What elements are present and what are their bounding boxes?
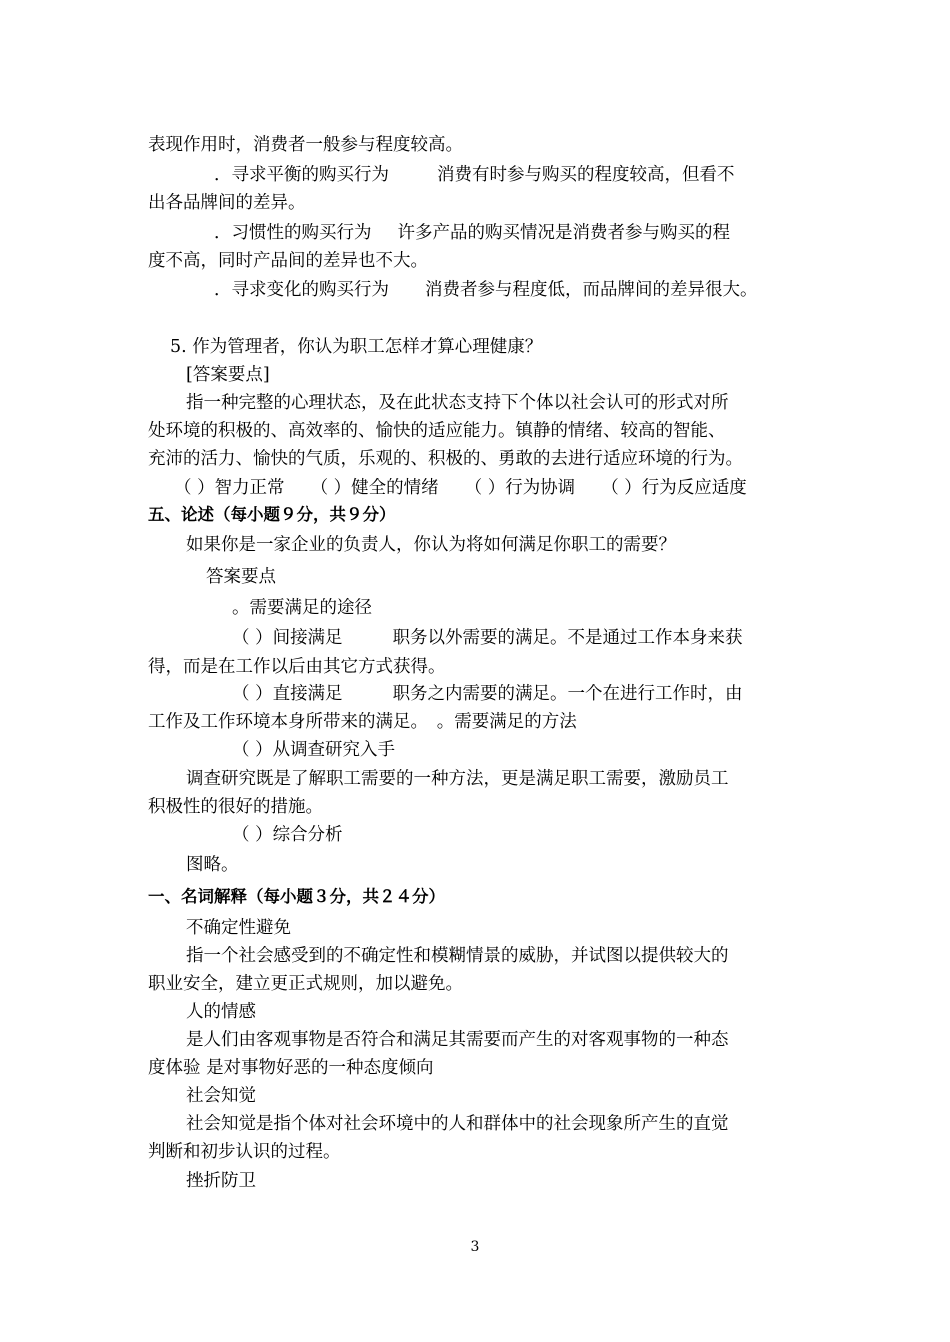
text-line <box>232 626 743 650</box>
section-heading: 五、论述（每小题９分，共９分） <box>148 505 396 524</box>
criteria-item: （ ）行为协调 <box>464 478 576 498</box>
text-line <box>214 221 730 245</box>
text-line: 工作及工作环境本身所带来的满足。 。需要满足的方法 <box>148 712 577 732</box>
section-heading: 一、名词解释（每小题３分，共２４分） <box>148 887 445 906</box>
text-line: 图略。 <box>186 855 239 875</box>
answer-heading: 答案要点 <box>206 567 276 587</box>
text-line: 度不高，同时产品间的差异也不大。 <box>148 251 428 271</box>
criteria-list <box>174 476 747 500</box>
question-text: 如果你是一家企业的负责人，你认为将如何满足你职工的需要？ <box>186 535 676 555</box>
item-desc: 消费者参与程度低，而品牌间的差异很大。 <box>425 280 758 300</box>
item-title: （ ）间接满足 <box>232 628 343 648</box>
item-title: ．寻求变化的购买行为 <box>214 280 389 300</box>
term: 人的情感 <box>186 1002 256 1022</box>
text-line: 充沛的活力、愉快的气质，乐观的、积极的、勇敢的去进行适应环境的行为。 <box>148 449 743 469</box>
text-line: 判断和初步认识的过程。 <box>148 1142 341 1162</box>
term: 挫折防卫 <box>186 1171 256 1191</box>
criteria-item: （ ）行为反应适度 <box>601 478 747 498</box>
answer-heading: [答案要点] <box>186 365 270 385</box>
text-line <box>214 163 735 187</box>
page-number: 3 <box>470 1239 480 1255</box>
text-line: 指一个社会感受到的不确定性和模糊情景的威胁，并试图以提供较大的 <box>186 946 729 966</box>
question-5: 5. 作为管理者，你认为职工怎样才算心理健康？ <box>170 337 543 357</box>
text-line: 出各品牌间的差异。 <box>148 193 306 213</box>
text-line <box>214 278 758 302</box>
item-title: ．寻求平衡的购买行为 <box>214 165 389 185</box>
item-title: ．习惯性的购买行为 <box>214 223 372 243</box>
text-line: 是人们由客观事物是否符合和满足其需要而产生的对客观事物的一种态 <box>186 1030 729 1050</box>
term: 社会知觉 <box>186 1086 256 1106</box>
sub-heading: （ ）从调查研究入手 <box>232 740 396 760</box>
criteria-item: （ ）健全的情绪 <box>310 478 439 498</box>
text-line: 指一种完整的心理状态，及在此状态支持下个体以社会认可的形式对所 <box>186 393 729 413</box>
text-line: 积极性的很好的措施。 <box>148 797 323 817</box>
item-desc: 职务之内需要的满足。一个在进行工作时，由 <box>392 684 743 704</box>
item-desc: 消费有时参与购买的程度较高，但看不 <box>437 165 735 185</box>
text-line: 度体验 是对事物好恶的一种态度倾向 <box>148 1058 434 1078</box>
text-line: 职业安全，建立更正式规则，加以避免。 <box>148 974 463 994</box>
text-line: 社会知觉是指个体对社会环境中的人和群体中的社会现象所产生的直觉 <box>186 1114 729 1134</box>
text-line <box>232 682 743 706</box>
item-desc: 许多产品的购买情况是消费者参与购买的程 <box>397 223 730 243</box>
term: 不确定性避免 <box>186 918 291 938</box>
sub-heading: 。需要满足的途径 <box>232 598 372 618</box>
text-line: 调查研究既是了解职工需要的一种方法，更是满足职工需要，激励员工 <box>186 769 729 789</box>
criteria-item: （ ）智力正常 <box>174 478 285 498</box>
item-title: （ ）直接满足 <box>232 684 343 704</box>
text-line: 处环境的积极的、高效率的、愉快的适应能力。镇静的情绪、较高的智能、 <box>148 421 726 441</box>
item-desc: 职务以外需要的满足。不是通过工作本身来获 <box>392 628 743 648</box>
text-line: 得，而是在工作以后由其它方式获得。 <box>148 657 446 677</box>
text-line: 表现作用时，消费者一般参与程度较高。 <box>148 135 463 155</box>
sub-heading: （ ）综合分析 <box>232 825 343 845</box>
